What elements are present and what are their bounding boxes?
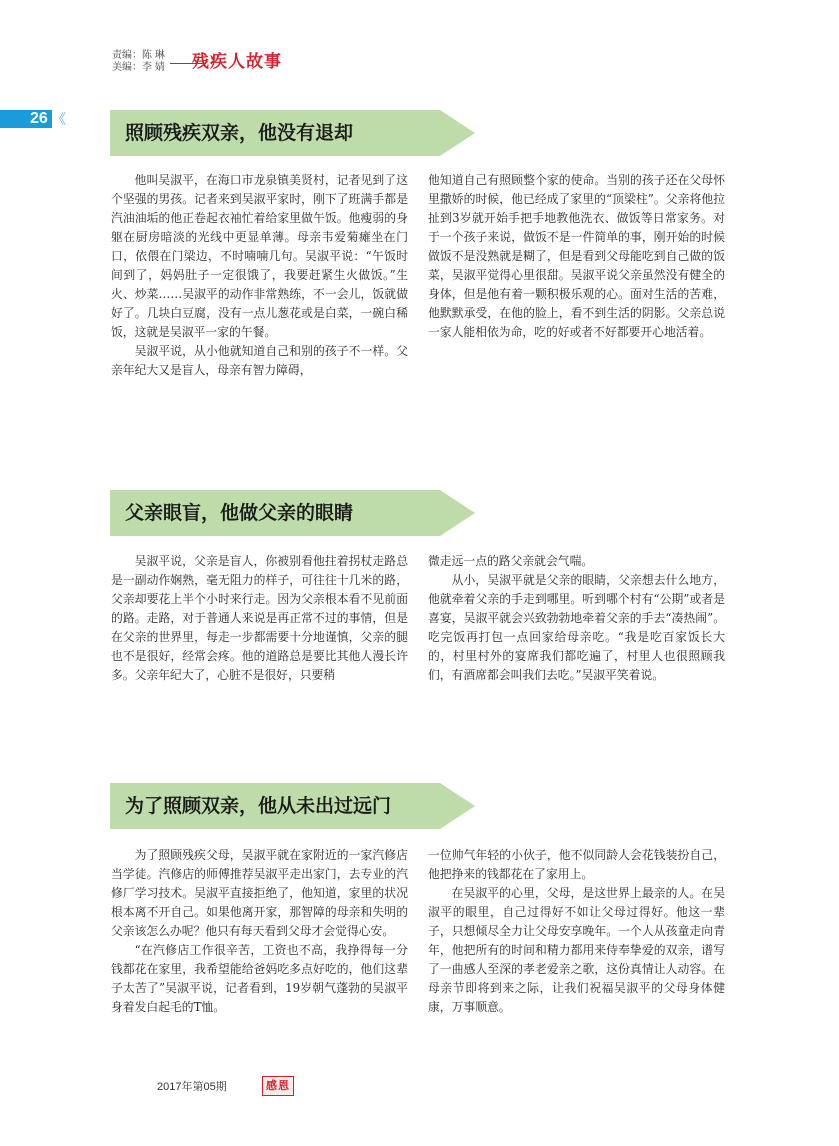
magazine-logo: 感恩 xyxy=(262,1076,294,1096)
section-1-title: 照顾残疾双亲，他没有退却 xyxy=(125,122,354,144)
paragraph: 吴淑平说，父亲是盲人，你被别看他拄着拐杖走路总是一副动作娴熟，毫无阻力的样子，可往往十几米的路，父亲却要花上半个小时来行走。因为父亲根本看不见前面的路。走路，对于普通人来说是再正常不过的事情，但是在父亲的世界里，每走一步都需要十分地谨慎，父亲的腿也不是很好，经常会疼。他的道路总是要比其他人漫长许多。父亲年纪大了，心脏不是很好，只要稍 xyxy=(111,554,408,682)
section-2-right-column xyxy=(428,552,725,685)
paragraph: 他叫吴淑平，在海口市龙泉镇美贤村，记者见到了这个坚强的男孩。记者来到吴淑平家时，刚下了班满手都是汽油油垢的他正卷起衣袖忙着给家里做午饭。他瘦弱的身躯在厨房暗淡的光线中更显单薄。母亲韦爱菊瘫坐在门口，依偎在门梁边，不时喃喃几句。吴淑平说：“午饭时间到了，妈妈肚子一定很饿了，我要赶紧生火做饭。”生火、炒菜……吴淑平的动作非常熟练，不一会儿，饭就做好了。几块白豆腐，没有一点儿葱花或是白菜，一碗白稀饭，这就是吴淑平一家的午餐。 xyxy=(111,173,408,339)
paragraph: 吴淑平说，从小他就知道自己和别的孩子不一样。父亲年纪大又是盲人，母亲有智力障碍， xyxy=(111,344,408,377)
section-3-left-column xyxy=(111,846,408,1017)
paragraph: 他知道自己有照顾整个家的使命。当别的孩子还在父母怀里撒娇的时候，他已经成了家里的“顶梁柱”。父亲将他拉扯到3岁就开始手把手地教他洗衣、做饭等日常家务。对于一个孩子来说，做饭不是一件简单的事，刚开始的时候做饭不是没熟就是糊了，但是看到父母能吃到自己做的饭菜，吴淑平觉得心里很甜。吴淑平说父亲虽然没有健全的身体，但是他有着一颗积极乐观的心。面对生活的苦难，他默默承受，在他的脸上，看不到生活的阴影。父亲总说一家人能相依为命，吃的好或者不好都要开心地活着。 xyxy=(428,173,725,339)
column-title: 残疾人故事 xyxy=(192,52,282,71)
page-marker: 《 xyxy=(52,111,66,127)
designer-line: 美编：李 婧 xyxy=(112,62,165,73)
section-1-right-column xyxy=(428,171,725,342)
section-2-left-column xyxy=(111,552,408,685)
editor-line: 责编：陈 琳 xyxy=(112,50,165,61)
issue-label: 2017年第05期 xyxy=(157,1081,227,1093)
editor-credits xyxy=(112,50,182,74)
paragraph: 为了照顾残疾父母，吴淑平就在家附近的一家汽修店当学徒。汽修店的师傅推荐吴淑平走出家门，去专业的汽修厂学习技术。吴淑平直接拒绝了，他知道，家里的状况根本离不开自己。如果他离开家，那智障的母亲和失明的父亲该怎么办呢？他只有每天看到父母才会觉得心安。 xyxy=(111,848,408,938)
section-3-title: 为了照顾双亲，他从未出过远门 xyxy=(125,795,392,817)
paragraph: 在吴淑平的心里，父母，是这世界上最亲的人。在吴淑平的眼里，自己过得好不如让父母过得好。他这一辈子，只想倾尽全力让父母安享晚年。一个人从孩童走向青年，他把所有的时间和精力都用来侍奉挚爱的双亲，谱写了一曲感人至深的孝老爱亲之歌，这份真情让人动容。在母亲节即将到来之际，让我们祝福吴淑平的父母身体健康，万事顺意。 xyxy=(428,886,725,1014)
page-number: 26 xyxy=(30,110,48,127)
paragraph: “在汽修店工作很辛苦，工资也不高，我挣得每一分钱都花在家里，我希望能给爸妈吃多点好吃的，他们这辈子太苦了”吴淑平说，记者看到，19岁朝气蓬勃的吴淑平身着发白起毛的T恤。 xyxy=(111,943,408,1014)
section-3-right-column xyxy=(428,846,725,1017)
paragraph: 微走远一点的路父亲就会气喘。 xyxy=(428,554,594,568)
paragraph: 从小，吴淑平就是父亲的眼睛，父亲想去什么地方，他就牵着父亲的手走到哪里。听到哪个村有“公期”或者是喜宴，吴淑平就会兴致勃勃地牵着父亲的手去“凑热闹”。吃完饭再打包一点回家给母亲吃。“我是吃百家饭长大的，村里村外的宴席我们都吃遍了，村里人也很照顾我们，有酒席都会叫我们去吃。”吴淑平笑着说。 xyxy=(428,573,725,682)
section-2-title: 父亲眼盲，他做父亲的眼睛 xyxy=(125,502,354,524)
paragraph: 一位帅气年轻的小伙子，他不似同龄人会花钱装扮自己，他把挣来的钱都花在了家用上。 xyxy=(428,848,725,881)
section-1-left-column xyxy=(111,171,408,380)
